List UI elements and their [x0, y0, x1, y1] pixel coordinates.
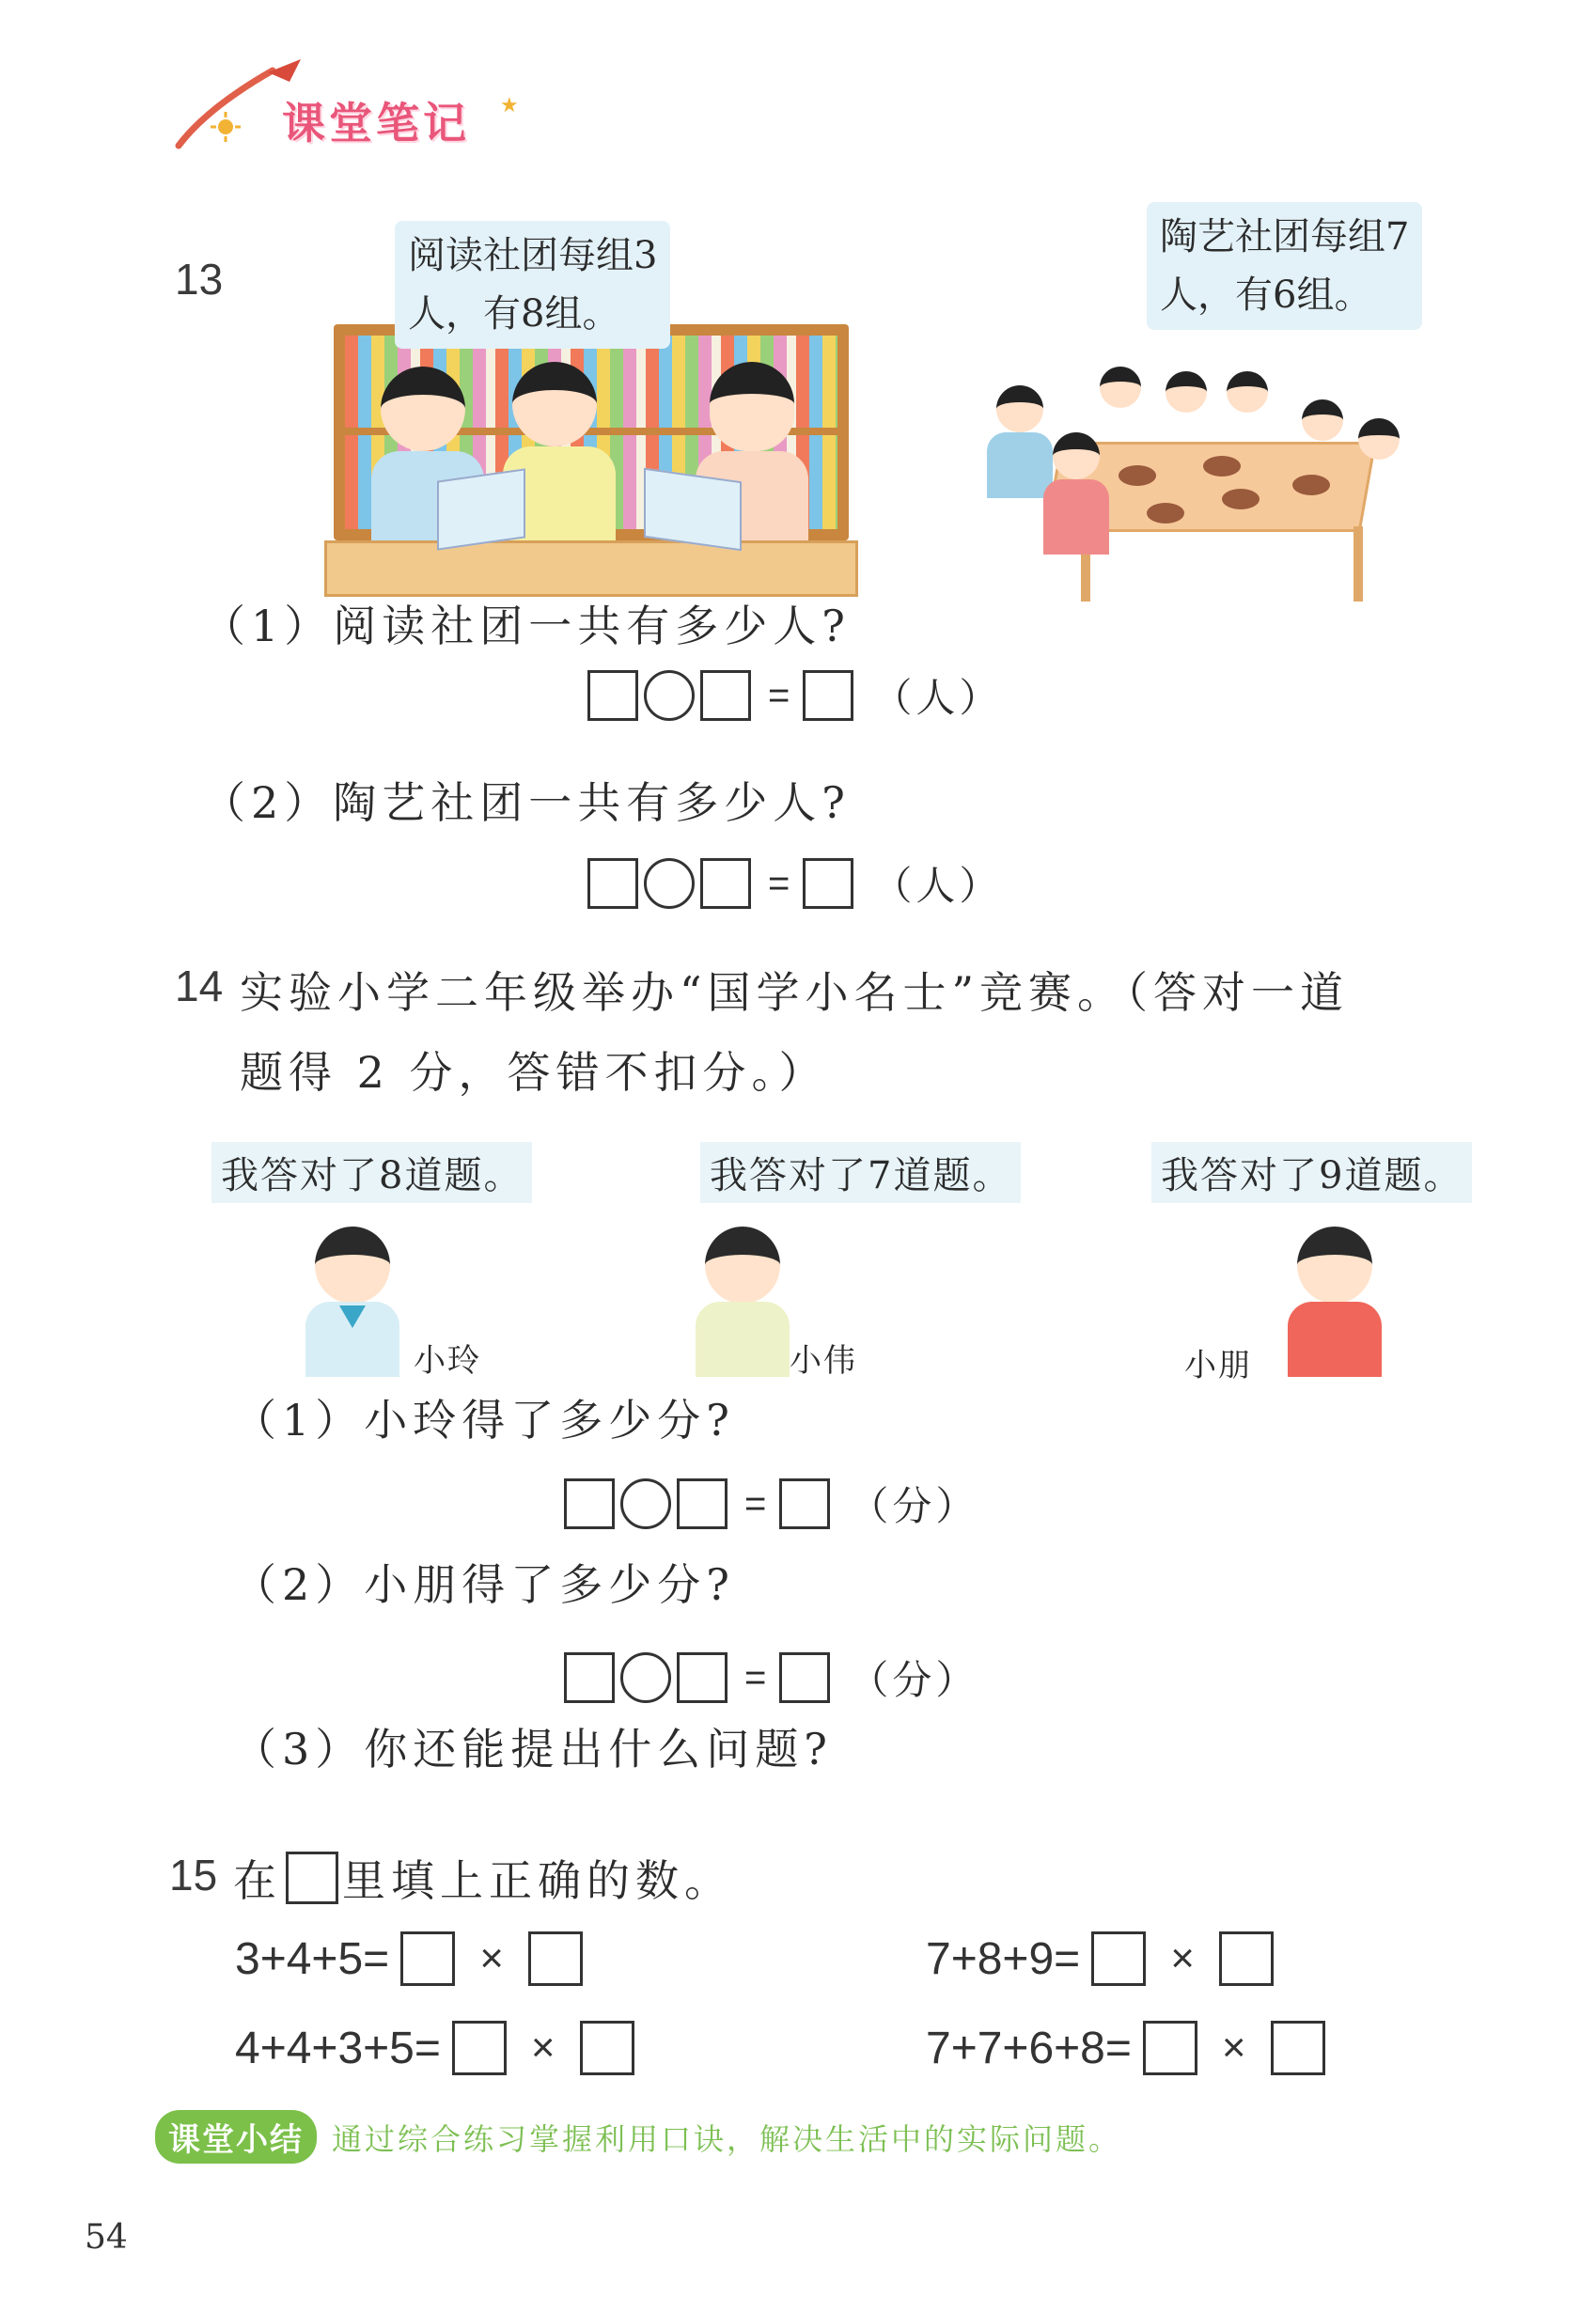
answer-box[interactable]: [1219, 1931, 1274, 1986]
unit-label: （分）: [849, 1657, 979, 1703]
q15-expr-2: [926, 1931, 1274, 1986]
expression-text: 7+8+9=: [926, 1933, 1081, 1984]
question-number-13: 13: [175, 255, 224, 304]
answer-box[interactable]: [700, 670, 751, 721]
example-box: [286, 1852, 338, 1904]
expression-text: 3+4+5=: [235, 1933, 390, 1984]
q13-sub2: （2）陶艺社团一共有多少人?: [202, 777, 851, 828]
q15-prompt-before: 在: [233, 1855, 282, 1906]
answer-box[interactable]: [587, 670, 638, 721]
times-sign: ×: [479, 1935, 504, 1981]
bubble-line: 阅读社团每组3: [408, 234, 658, 277]
answer-box[interactable]: [1091, 1931, 1146, 1986]
class-summary: [155, 2110, 1121, 2164]
page-number: 54: [85, 2218, 128, 2257]
operator-circle[interactable]: [620, 1652, 671, 1703]
answer-box[interactable]: [803, 858, 853, 909]
answer-box[interactable]: [803, 670, 853, 721]
equals-sign: =: [768, 862, 790, 904]
answer-box[interactable]: [677, 1652, 728, 1703]
star-icon: ★: [500, 94, 519, 117]
answer-box[interactable]: [528, 1931, 583, 1986]
expression-text: 7+7+6+8=: [926, 2023, 1132, 2073]
equals-sign: =: [744, 1656, 767, 1698]
summary-label: 课堂小结: [155, 2110, 317, 2164]
operator-circle[interactable]: [644, 670, 695, 721]
pottery-club-illustration: [978, 367, 1419, 611]
unit-label: （人）: [872, 863, 1003, 909]
answer-box[interactable]: [700, 858, 751, 909]
q13-formula-1: [587, 667, 1002, 724]
bubble-line: 陶艺社团每组7: [1160, 215, 1410, 258]
question-number-14: 14: [175, 961, 224, 1010]
q15-expr-4: [926, 2021, 1325, 2075]
speech-xiaowei: 我答对了7道题。: [700, 1142, 1021, 1203]
bubble-line: 人，有8组。: [408, 292, 620, 336]
answer-box[interactable]: [1271, 2021, 1325, 2075]
name-xiaopeng: 小朋: [1184, 1347, 1252, 1384]
answer-box[interactable]: [452, 2021, 507, 2075]
header-title: 课堂笔记: [282, 98, 470, 149]
times-sign: ×: [1221, 2024, 1246, 2071]
question-number-15: 15: [169, 1851, 218, 1899]
child-reader-2: [512, 362, 597, 446]
answer-box[interactable]: [779, 1478, 830, 1529]
child-potter: [996, 385, 1043, 432]
character-xiaopeng: [1278, 1227, 1391, 1377]
header-logo: [169, 52, 545, 155]
q14-text-line2: 题得 2 分，答错不扣分。）: [240, 1047, 828, 1098]
character-xiaoling: [296, 1227, 409, 1377]
answer-box[interactable]: [1143, 2021, 1197, 2075]
equals-sign: =: [768, 674, 790, 716]
answer-box[interactable]: [580, 2021, 634, 2075]
q14-sub3: （3）你还能提出什么问题?: [233, 1724, 833, 1774]
unit-label: （分）: [849, 1483, 979, 1529]
child-reader-3: [710, 362, 794, 451]
q14-sub2: （2）小朋得了多少分?: [233, 1559, 735, 1610]
name-xiaoling: 小玲: [414, 1342, 481, 1380]
q14-formula-2: [564, 1649, 978, 1706]
name-xiaowei: 小伟: [790, 1342, 857, 1380]
pottery-club-speech-bubble: [1147, 202, 1422, 330]
q15-expr-1: [235, 1931, 583, 1986]
reading-club-illustration: [324, 315, 858, 597]
answer-box[interactable]: [564, 1652, 615, 1703]
operator-circle[interactable]: [644, 858, 695, 909]
child-reader-1: [381, 367, 465, 451]
equals-sign: =: [744, 1482, 767, 1524]
q14-text-line1: 实验小学二年级举办“国学小名士”竞赛。（答对一道: [240, 967, 1350, 1018]
operator-circle[interactable]: [620, 1478, 671, 1529]
speech-xiaopeng: 我答对了9道题。: [1151, 1142, 1472, 1203]
q14-formula-1: [564, 1476, 978, 1532]
summary-text: 通过综合练习掌握利用口诀，解决生活中的实际问题。: [332, 2120, 1122, 2157]
reading-club-speech-bubble: [395, 221, 670, 349]
unit-label: （人）: [872, 675, 1003, 721]
answer-box[interactable]: [564, 1478, 615, 1529]
q13-sub1: （1）阅读社团一共有多少人?: [202, 601, 851, 651]
expression-text: 4+4+3+5=: [235, 2023, 441, 2073]
q13-formula-2: [587, 855, 1002, 912]
answer-box[interactable]: [677, 1478, 728, 1529]
q15-prompt: [233, 1847, 733, 1909]
bubble-line: 人，有6组。: [1160, 274, 1372, 317]
times-sign: ×: [1170, 1935, 1195, 1981]
q15-prompt-after: 里填上正确的数。: [342, 1855, 733, 1906]
speech-xiaoling: 我答对了8道题。: [211, 1142, 532, 1203]
times-sign: ×: [530, 2024, 555, 2071]
answer-box[interactable]: [779, 1652, 830, 1703]
answer-box[interactable]: [587, 858, 638, 909]
character-xiaowei: [686, 1227, 799, 1377]
q14-sub1: （1）小玲得了多少分?: [233, 1395, 735, 1446]
q15-expr-3: [235, 2021, 634, 2075]
answer-box[interactable]: [400, 1931, 455, 1986]
